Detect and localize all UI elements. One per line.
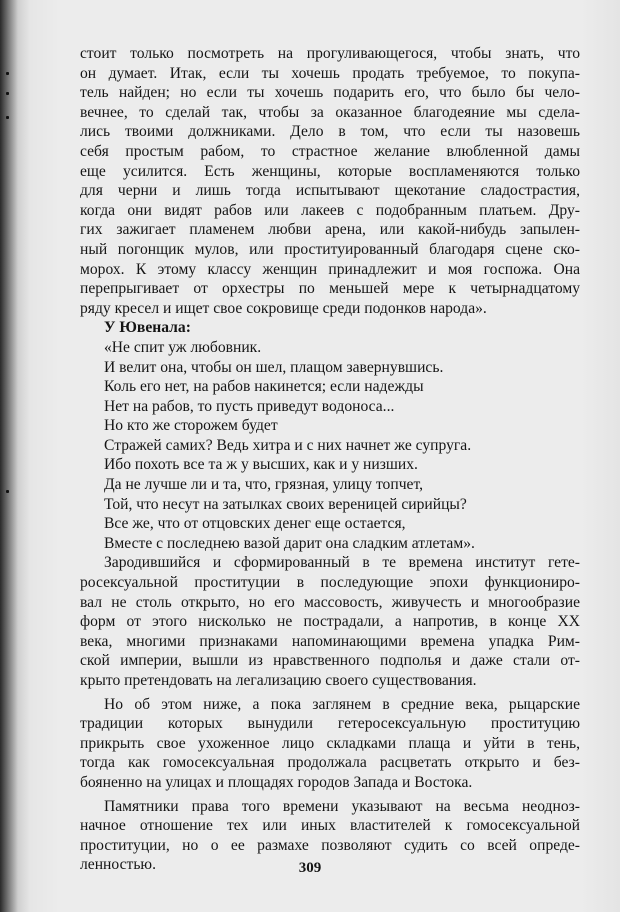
text-line: Памятники права того времени указывают на весьма неоднoз- <box>104 797 580 815</box>
text-line: росексуальной проституции в последующие эпохи функциониро- <box>80 574 580 592</box>
verse-line: Стражей самих? Ведь хитра и с них начнет же супруга. <box>104 436 472 454</box>
text-line: лись твоими должниками. Дело в том, что если ты назовешь <box>80 123 580 141</box>
verse-line: Но кто же сторожем будет <box>104 417 278 435</box>
text-line: вал не столь открыто, но его массовость, живучесть и многообразие <box>80 593 580 611</box>
gutter-speck <box>6 72 9 75</box>
gutter-speck <box>6 92 9 95</box>
gutter-speck <box>6 116 9 119</box>
verse-line: Нет на рабов, то пусть приведут водоноса... <box>104 397 395 415</box>
text-line: тогда как гомосексуальная продолжала расцветать открыто и без- <box>80 754 580 772</box>
text-line: стоит только посмотреть на прогуливающегося, чтобы знать, что <box>80 45 580 62</box>
text-line: морох. К этому классу женщин принадлежит и моя госпожа. Она <box>80 260 580 278</box>
text-line: бояненно на улицах и площадях городов Запада и Востока. <box>80 773 473 791</box>
text-line: ряду кресел и ищет свое сокровище среди подонков народа». <box>80 299 487 317</box>
text-line: начное отношение тех или иных властителей к гомосексуальной <box>80 817 580 835</box>
text-line: тель найден; но если ты хочешь подарить его, что было бы чело- <box>80 84 580 102</box>
text-line: вечнее, то сделай так, чтобы за оказанное благодеяние мы сдела- <box>80 103 580 121</box>
quote-heading: У Ювенала: <box>104 319 191 337</box>
text-line: когда они видят рабов или лакеев с подобранным платьем. Дру- <box>80 201 580 219</box>
verse-line: Коль его нет, на рабов накинется; если надежды <box>104 378 424 396</box>
verse-line: Все же, что от отцовских денег еще остается, <box>104 515 406 533</box>
text-line: он думает. Итак, если ты хочешь продать требуемое, то покупа- <box>80 64 580 82</box>
binding-gutter <box>4 60 12 480</box>
verse-line: И велит она, чтобы он шел, плащом завернувшись. <box>104 358 444 376</box>
text-line: прикрыть свое ухоженное лицо складками плаща и уйти в тень, <box>80 734 580 752</box>
gutter-speck <box>6 490 9 493</box>
verse-line: Ибо похоть все та ж у высших, как и у низших. <box>104 456 418 474</box>
text-line: ленностью. <box>80 856 156 874</box>
text-line: Зародившийся и сформированный в те времена институт гете- <box>104 554 580 572</box>
text-line: для черни и лишь тогда испытывают щекотание сладострастия, <box>80 182 580 200</box>
verse-line: Да не лучше ли и та, что, грязная, улицу топчет, <box>104 476 424 494</box>
verse-line: «Не спит уж любовник. <box>104 338 262 356</box>
text-line: ный погонщик мулов, или проституированный благодаря сцене ско- <box>80 240 580 258</box>
text-line: перепрыгивает от орхестры по меньшей мере к четырнадцатому <box>80 280 580 298</box>
verse-line: Вместе с последнею вазой дарит она сладким атлетам». <box>104 534 475 552</box>
text-line: Но об этом ниже, а пока заглянем в средние века, рыцарские <box>104 695 580 713</box>
page-number: 309 <box>298 860 322 876</box>
text-line: гих зажигает пламенем любви арена, или какой-нибудь запылен- <box>80 221 580 239</box>
verse-line: Той, что несут на затылках своих вереницей сирийцы? <box>104 495 467 513</box>
text-line: еще усилится. Есть женщины, которые воспламеняются только <box>80 162 580 180</box>
text-line: себя простым рабом, то страстное желание влюбленной дамы <box>80 142 580 160</box>
text-line: форм от этого нисколько не пострадали, а напротив, в конце XX <box>80 613 580 631</box>
text-line: крыто претендовать на легализацию своего существования. <box>80 672 477 689</box>
body-text <box>80 44 580 875</box>
text-line: ской империи, вышли из нравственного подполья и даже стали от- <box>80 652 580 670</box>
text-line: века, многими признаками напоминающими времена упадка Рим- <box>80 632 580 650</box>
text-line: традиции которых вынудили гетеросексуальную проституцию <box>80 715 580 733</box>
text-line: проституции, но о ее размахе позволяют судить со всей опреде- <box>80 836 580 854</box>
